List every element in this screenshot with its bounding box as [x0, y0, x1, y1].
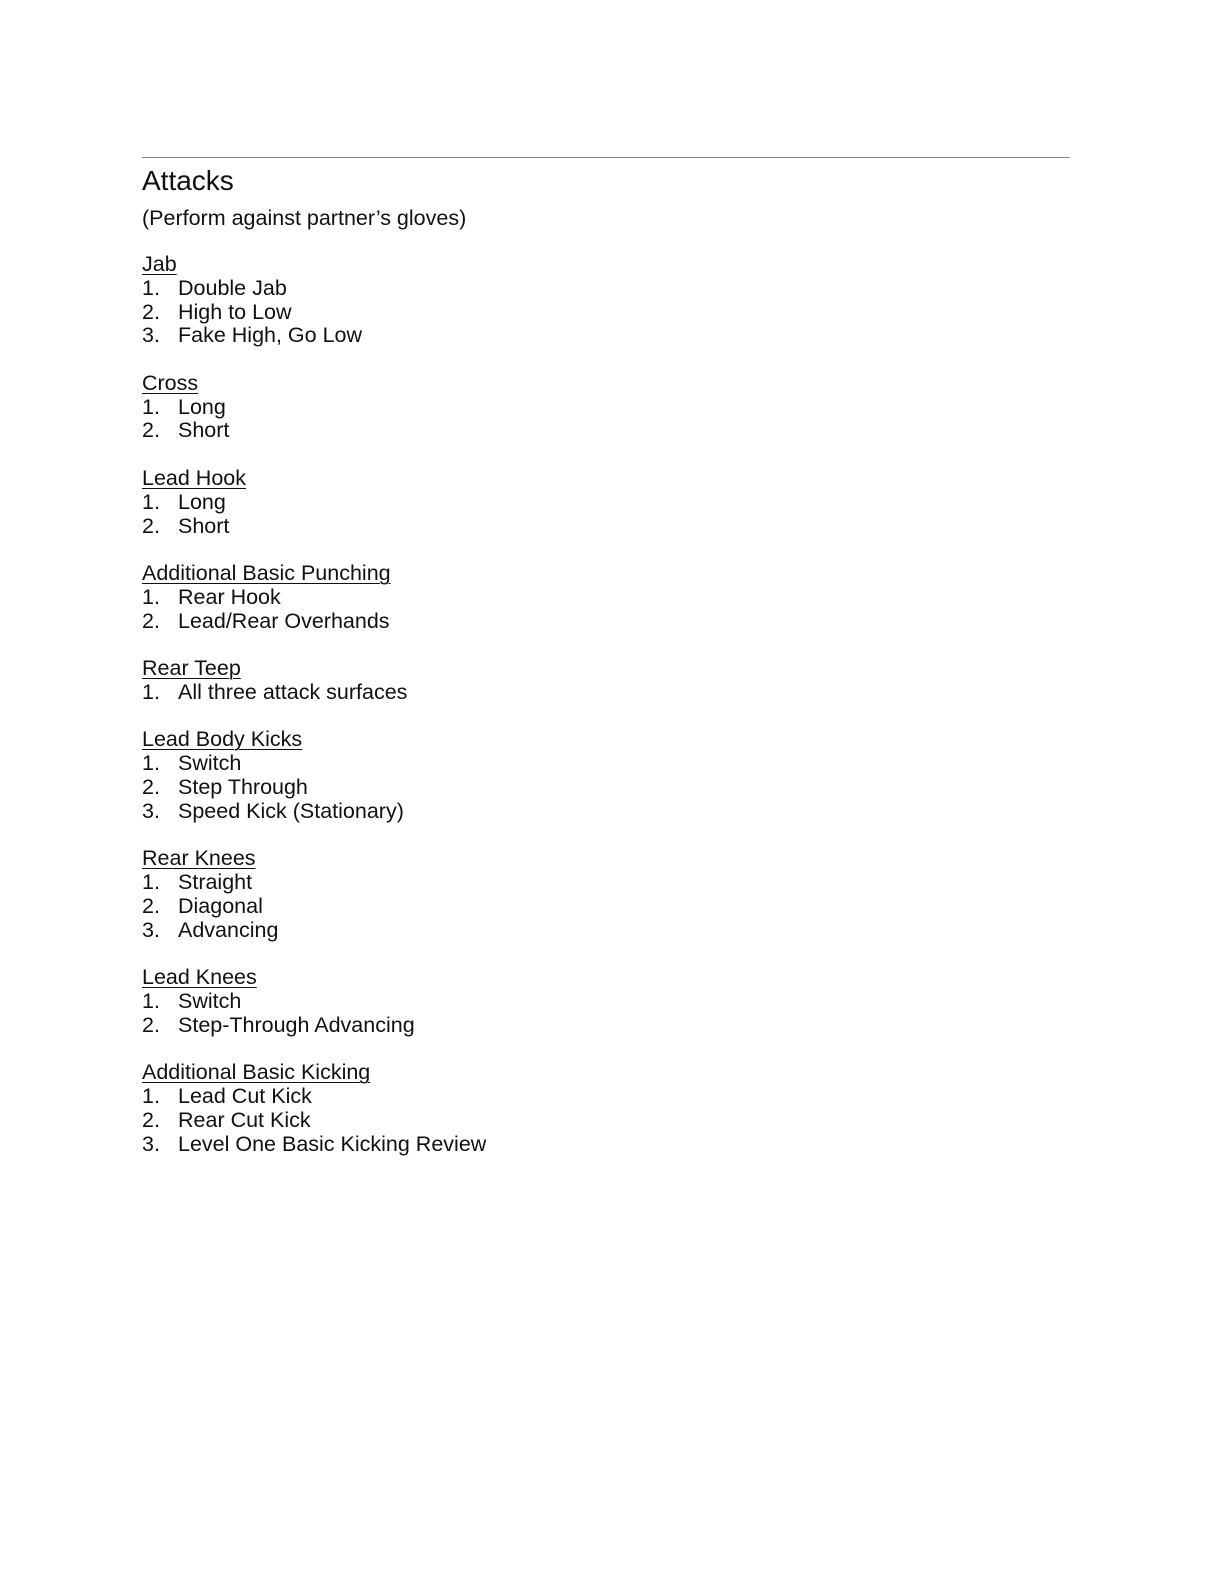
list-item-text: All three attack surfaces	[178, 679, 408, 704]
list-item-text: Long	[178, 489, 226, 514]
section	[142, 847, 1042, 942]
list-item-number: 2.	[142, 1012, 160, 1037]
list-item-number: 1.	[142, 870, 160, 895]
section-heading: Rear Knees	[142, 846, 256, 871]
list-item-text: Lead Cut Kick	[178, 1084, 312, 1109]
page-subtitle: (Perform against partner’s gloves)	[142, 206, 467, 230]
list-item	[142, 1085, 1042, 1109]
list-item-number: 3.	[142, 323, 160, 348]
list-item	[142, 871, 1042, 895]
section	[142, 372, 1042, 443]
section-heading: Lead Body Kicks	[142, 727, 303, 752]
section-heading: Additional Basic Punching	[142, 561, 391, 586]
list-item	[142, 301, 1042, 325]
list-item	[142, 324, 1042, 348]
numbered-list	[142, 752, 1042, 823]
section	[142, 467, 1042, 538]
list-item	[142, 419, 1042, 443]
numbered-list	[142, 277, 1042, 348]
list-item-text: Rear Hook	[178, 584, 281, 609]
list-item	[142, 800, 1042, 824]
list-item-text: Short	[178, 513, 230, 538]
list-item-text: Rear Cut Kick	[178, 1107, 311, 1132]
section	[142, 562, 1042, 633]
list-item-number: 1.	[142, 489, 160, 514]
numbered-list	[142, 491, 1042, 539]
list-item-text: Diagonal	[178, 893, 263, 918]
page-title: Attacks	[142, 165, 234, 196]
list-item-number: 3.	[142, 1131, 160, 1156]
list-item	[142, 776, 1042, 800]
list-item	[142, 1109, 1042, 1133]
list-item-number: 2.	[142, 608, 160, 633]
numbered-list	[142, 1085, 1042, 1156]
list-item	[142, 586, 1042, 610]
list-item	[142, 1133, 1042, 1157]
list-item	[142, 515, 1042, 539]
sections-container	[142, 253, 1042, 1180]
list-item-number: 1.	[142, 679, 160, 704]
list-item-number: 3.	[142, 798, 160, 823]
list-item-number: 1.	[142, 275, 160, 300]
list-item	[142, 396, 1042, 420]
list-item-text: Step Through	[178, 774, 308, 799]
list-item-text: Speed Kick (Stationary)	[178, 798, 404, 823]
list-item-number: 1.	[142, 988, 160, 1013]
numbered-list	[142, 871, 1042, 942]
list-item-text: Double Jab	[178, 275, 287, 300]
list-item-text: Switch	[178, 751, 242, 776]
section	[142, 253, 1042, 348]
list-item-number: 1.	[142, 584, 160, 609]
list-item-number: 2.	[142, 893, 160, 918]
header-rule	[142, 157, 1070, 158]
list-item-text: Level One Basic Kicking Review	[178, 1131, 487, 1156]
list-item-text: Short	[178, 418, 230, 443]
list-item	[142, 990, 1042, 1014]
list-item-number: 2.	[142, 418, 160, 443]
list-item-text: Long	[178, 394, 226, 419]
list-item	[142, 752, 1042, 776]
list-item-text: Lead/Rear Overhands	[178, 608, 390, 633]
section-heading: Lead Hook	[142, 465, 246, 490]
section	[142, 728, 1042, 823]
section	[142, 657, 1042, 705]
list-item-number: 2.	[142, 299, 160, 324]
section-heading: Rear Teep	[142, 656, 241, 681]
list-item-number: 2.	[142, 774, 160, 799]
list-item-text: Straight	[178, 870, 253, 895]
list-item	[142, 681, 1042, 705]
list-item-number: 1.	[142, 751, 160, 776]
list-item	[142, 895, 1042, 919]
list-item-number: 2.	[142, 1107, 160, 1132]
section	[142, 1061, 1042, 1156]
list-item-text: Step-Through Advancing	[178, 1012, 415, 1037]
list-item-number: 3.	[142, 917, 160, 942]
list-item-text: Advancing	[178, 917, 279, 942]
list-item	[142, 610, 1042, 634]
numbered-list	[142, 990, 1042, 1038]
numbered-list	[142, 396, 1042, 444]
section	[142, 966, 1042, 1037]
list-item-number: 1.	[142, 394, 160, 419]
list-item	[142, 1014, 1042, 1038]
list-item	[142, 491, 1042, 515]
section-heading: Additional Basic Kicking	[142, 1060, 371, 1085]
list-item	[142, 919, 1042, 943]
list-item-number: 1.	[142, 1084, 160, 1109]
numbered-list	[142, 681, 1042, 705]
list-item-text: Fake High, Go Low	[178, 323, 363, 348]
list-item-text: High to Low	[178, 299, 292, 324]
section-heading: Cross	[142, 370, 199, 395]
numbered-list	[142, 586, 1042, 634]
section-heading: Jab	[142, 252, 177, 276]
list-item-number: 2.	[142, 513, 160, 538]
list-item-text: Switch	[178, 988, 242, 1013]
list-item	[142, 277, 1042, 301]
section-heading: Lead Knees	[142, 965, 257, 990]
